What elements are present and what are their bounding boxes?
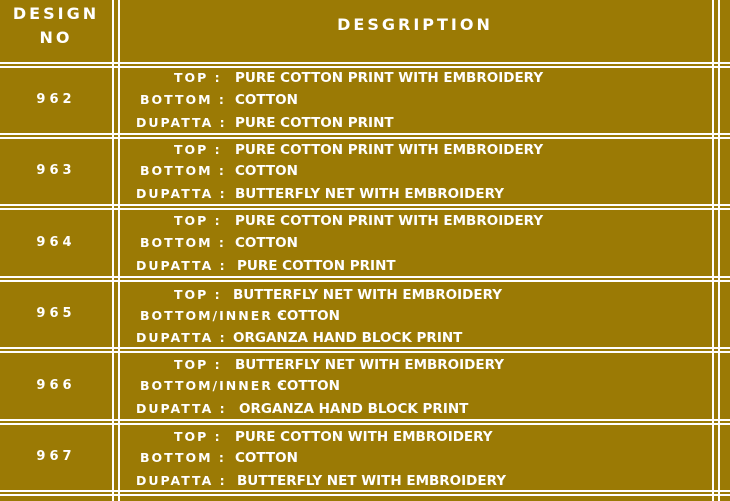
dupatta-label: DUPATTA :: [136, 186, 227, 201]
row-divider: [0, 204, 730, 206]
top-label: TOP :: [174, 357, 222, 372]
top-value: BUTTERFLY NET WITH EMBROIDERY: [235, 357, 505, 373]
dupatta-value: BUTTERFLY NET WITH EMBROIDERY: [237, 473, 507, 489]
top-value: PURE COTTON WITH EMBROIDERY: [235, 429, 493, 445]
top-label: TOP :: [174, 287, 222, 302]
design-number: 962: [36, 92, 76, 107]
table-row: [0, 208, 730, 276]
row-divider: [0, 347, 730, 349]
bottom-label: BOTTOM :: [140, 163, 226, 178]
table-row: [0, 137, 730, 204]
design-number: 965: [36, 306, 76, 321]
top-value: PURE COTTON PRINT WITH EMBROIDERY: [235, 70, 544, 86]
table-row: [0, 423, 730, 490]
row-divider: [0, 276, 730, 278]
bottom-value: COTTON: [235, 450, 298, 466]
design-number: 964: [36, 234, 76, 250]
bottom-value: COTTON: [277, 308, 340, 324]
design-number: 963: [36, 163, 76, 178]
dupatta-label: DUPATTA :: [136, 258, 227, 273]
bottom-label: BOTTOM :: [140, 92, 226, 107]
dupatta-label: DUPATTA :: [136, 473, 227, 488]
header-description: DESGRIPTION: [337, 15, 493, 34]
row-divider: [0, 62, 730, 64]
top-label: TOP :: [174, 142, 222, 157]
dupatta-value: PURE COTTON PRINT: [237, 258, 396, 274]
bottom-value: COTTON: [235, 163, 298, 179]
bottom-label: BOTTOM :: [140, 450, 226, 465]
bottom-label: BOTTOM/INNER :: [140, 378, 287, 393]
table-row: [0, 351, 730, 419]
dupatta-label: DUPATTA :: [136, 330, 227, 345]
top-label: TOP :: [174, 70, 222, 85]
dupatta-value: ORGANZA HAND BLOCK PRINT: [233, 330, 463, 346]
table-row: [0, 280, 730, 347]
top-value: PURE COTTON PRINT WITH EMBROIDERY: [235, 213, 544, 229]
header-design-line1: DESIGN: [12, 4, 100, 23]
top-value: PURE COTTON PRINT WITH EMBROIDERY: [235, 142, 544, 158]
design-number: 966: [36, 377, 76, 393]
header-design-no: [0, 2, 112, 62]
top-label: TOP :: [174, 213, 222, 228]
dupatta-value: ORGANZA HAND BLOCK PRINT: [239, 401, 469, 417]
header-design-line2: NO: [39, 28, 73, 47]
dupatta-label: DUPATTA :: [136, 115, 227, 130]
bottom-value: COTTON: [235, 235, 298, 251]
dupatta-value: PURE COTTON PRINT: [235, 115, 394, 131]
bottom-label: BOTTOM :: [140, 235, 226, 250]
bottom-value: COTTON: [235, 92, 298, 108]
row-divider: [0, 133, 730, 135]
table-bottom-border: [0, 494, 730, 496]
bottom-value: COTTON: [277, 378, 340, 394]
dupatta-value: BUTTERFLY NET WITH EMBROIDERY: [235, 186, 505, 202]
table-bottom-border: [0, 490, 730, 492]
dupatta-label: DUPATTA :: [136, 401, 227, 416]
table-row: [0, 66, 730, 133]
design-number: 967: [36, 449, 76, 464]
row-divider: [0, 419, 730, 421]
top-label: TOP :: [174, 429, 222, 444]
top-value: BUTTERFLY NET WITH EMBROIDERY: [233, 287, 503, 303]
bottom-label: BOTTOM/INNER :: [140, 308, 287, 323]
